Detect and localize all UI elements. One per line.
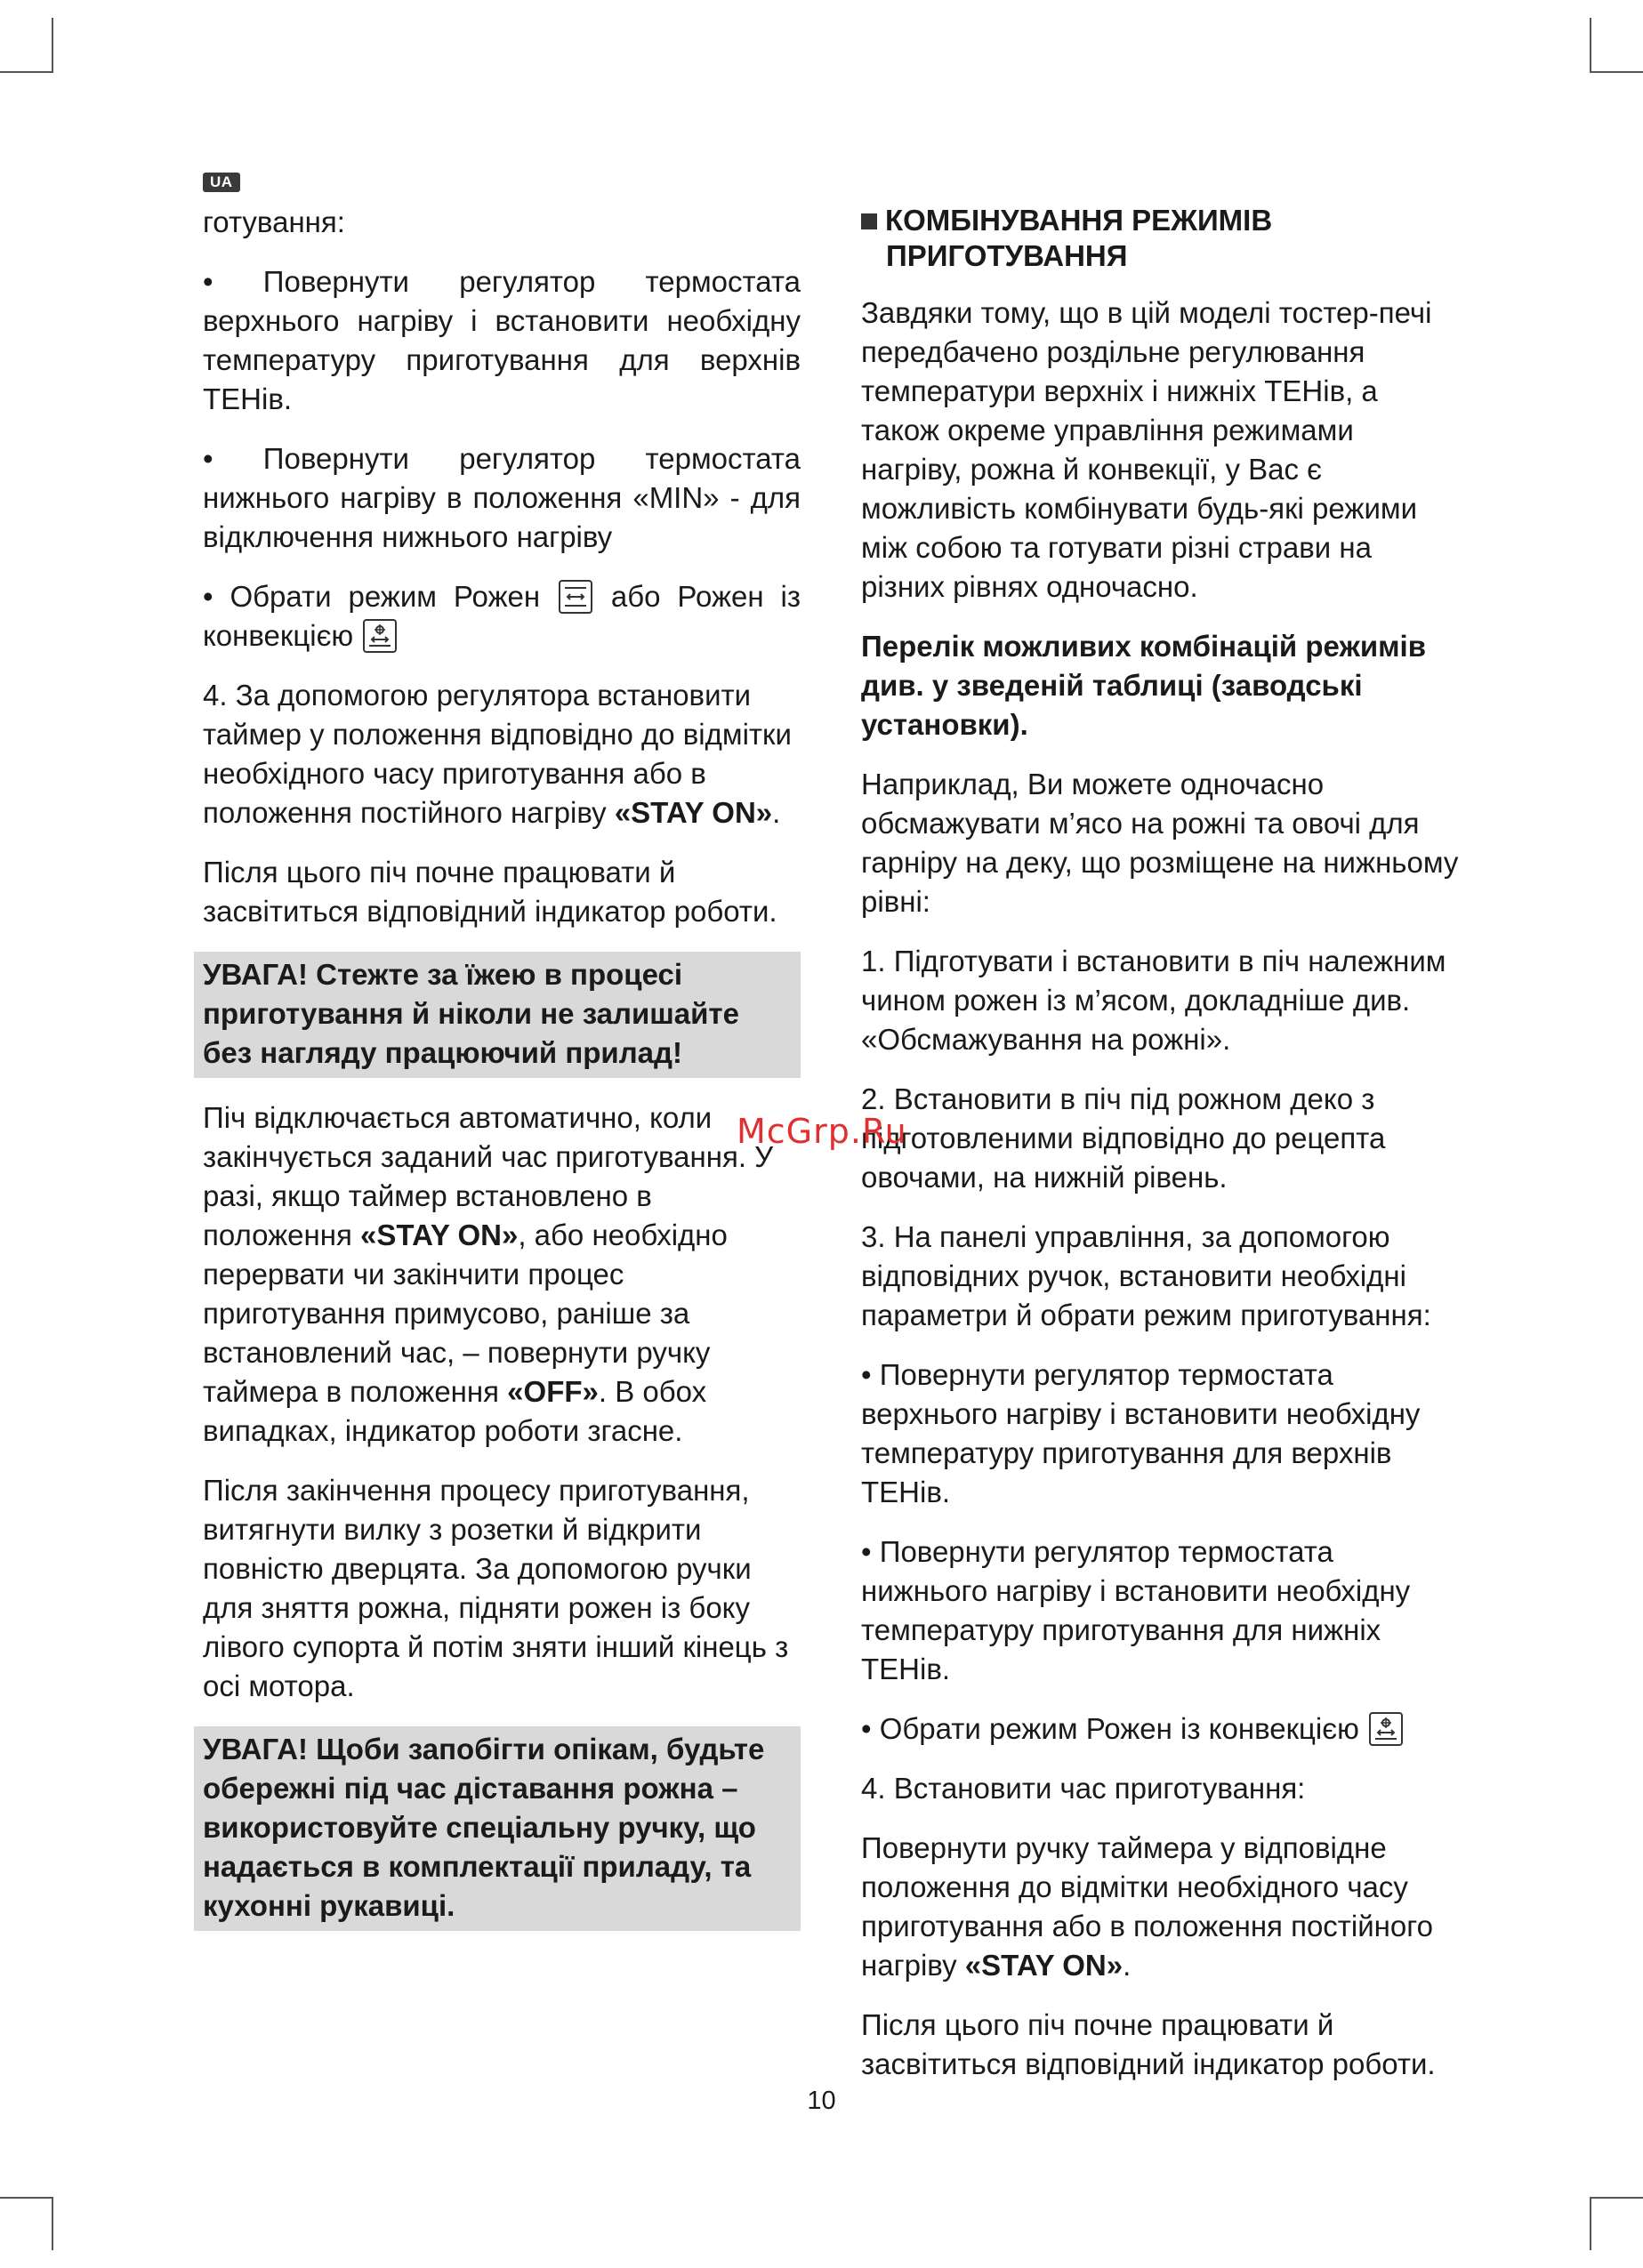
stay-on-label: «STAY ON»	[360, 1218, 519, 1251]
stay-on-label: «STAY ON»	[964, 1949, 1124, 1982]
paragraph	[861, 1829, 1459, 1985]
crop-mark	[0, 2197, 53, 2199]
crop-mark	[52, 18, 53, 71]
crop-mark	[1590, 18, 1591, 71]
step: 3. На панелі управління, за допомогою відповідних ручок, встановити необхідні параметри й обрати режим приготування:	[861, 1220, 1431, 1331]
text: .	[772, 796, 781, 829]
warning-text: УВАГА! Стежте за їжею в процесі приготування й ніколи не залишайте без нагляду працюючий прилад!	[203, 958, 739, 1069]
warning-box	[194, 952, 801, 1078]
heading-line: ПРИГОТУВАННЯ	[886, 239, 1128, 272]
paragraph	[203, 1098, 801, 1451]
text: . В обох випадках, індикатор роботи згасне.	[203, 1375, 707, 1447]
paragraph: Після закінчення процесу приготування, витягнути вилку з розетки й відкрити повністю дверцята. За допомогою ручки для зняття рожна, підняти рожен із боку лівого супорта й потім зняти інший кінець з осі мотора.	[203, 1474, 789, 1702]
square-bullet-icon	[861, 213, 877, 229]
heading-line: КОМБІНУВАННЯ РЕЖИМІВ	[885, 204, 1273, 237]
text: Повернути ручку таймера у відповідне положення до відмітки необхідного часу приготування або в положення постійного нагріву	[861, 1831, 1433, 1982]
bold-text: Перелік можливих комбінацій режимів див. у зведеній таблиці (заводські установки).	[861, 630, 1426, 741]
crop-mark	[1590, 2197, 1591, 2250]
language-badge: UA	[203, 173, 240, 192]
crop-mark	[0, 71, 53, 73]
paragraph: Завдяки тому, що в цій моделі тостер-печі передбачено роздільне регулювання температури верхніх і нижніх ТЕНів, а також окреме управління режимами нагріву, рожна й конвекції, у Вас є можливість комбінувати будь-які режими між собою та готувати різні страви на різних рівнях одночасно.	[861, 296, 1432, 603]
bold-note	[861, 627, 1459, 744]
bullet-item	[203, 577, 801, 655]
watermark: McGrp.Ru	[737, 1112, 907, 1151]
text: 4. За допомогою регулятора встановити таймер у положення відповідно до відмітки необхідного часу приготування або в положення постійного нагріву	[203, 679, 792, 829]
text: Піч відключається автоматично, коли закінчується заданий час приготування. У разі, якщо таймер встановлено в положення	[203, 1101, 774, 1251]
bullet-item: • Повернути регулятор термостата нижнього нагріву в положення «MIN» - для відключення нижнього нагріву	[203, 442, 801, 553]
step: 4. Встановити час приготування:	[861, 1772, 1306, 1805]
text: , або необхідно перервати чи закінчити процес приготування примусово, раніше за встановлений час, – повернути ручку таймера в положення	[203, 1218, 728, 1408]
left-column	[203, 203, 801, 1951]
step: 2. Встановити в піч під рожном деко з підготовленими відповідно до рецепта овочами, на нижній рівень.	[861, 1082, 1386, 1194]
paragraph: Наприклад, Ви можете одночасно обсмажувати м’ясо на рожні та овочі для гарніру на деку, що розміщене на нижньому рівні:	[861, 768, 1459, 918]
warning-text: УВАГА! Щоби запобігти опікам, будьте обережні під час діставання рожна – використовуйте спеціальну ручку, що надається в комплектації приладу, та кухонні рукавиці.	[203, 1733, 765, 1922]
section-heading	[861, 203, 1459, 274]
bullet-item: • Повернути регулятор термостата верхнього нагріву і встановити необхідну температуру приготування для верхнів ТЕНів.	[861, 1358, 1421, 1508]
rotisserie-icon	[559, 580, 592, 614]
paragraph: готування:	[203, 205, 345, 238]
warning-box	[194, 1726, 801, 1931]
stay-on-label: «STAY ON»	[614, 796, 773, 829]
rotisserie-convection-icon	[1369, 1712, 1403, 1746]
bullet-item: • Повернути регулятор термостата верхнього нагріву і встановити необхідну температуру приготування для верхнів ТЕНів.	[203, 265, 801, 415]
bullet-text: або Рожен із конвекцією	[203, 580, 801, 652]
rotisserie-convection-icon	[363, 619, 397, 653]
bullet-text: • Обрати режим Рожен	[203, 580, 541, 613]
paragraph	[203, 676, 801, 832]
bullet-item	[861, 1709, 1459, 1749]
right-column	[861, 203, 1459, 2104]
crop-mark	[52, 2197, 53, 2250]
paragraph: Після цього піч почне працювати й засвітиться відповідний індикатор роботи.	[861, 2008, 1436, 2080]
page-number: 10	[807, 2087, 836, 2115]
off-label: «OFF»	[507, 1375, 599, 1408]
paragraph: Після цього піч почне працювати й засвітиться відповідний індикатор роботи.	[203, 856, 777, 928]
step: 1. Підготувати і встановити в піч належним чином рожен із м’ясом, докладніше див. «Обсмажування на рожні».	[861, 945, 1446, 1056]
bullet-text: • Обрати режим Рожен із конвекцією	[861, 1712, 1359, 1745]
bullet-item: • Повернути регулятор термостата нижнього нагріву і встановити необхідну температуру приготування для нижніх ТЕНів.	[861, 1535, 1411, 1685]
crop-mark	[1590, 71, 1643, 73]
crop-mark	[1590, 2197, 1643, 2199]
text: .	[1123, 1949, 1132, 1982]
